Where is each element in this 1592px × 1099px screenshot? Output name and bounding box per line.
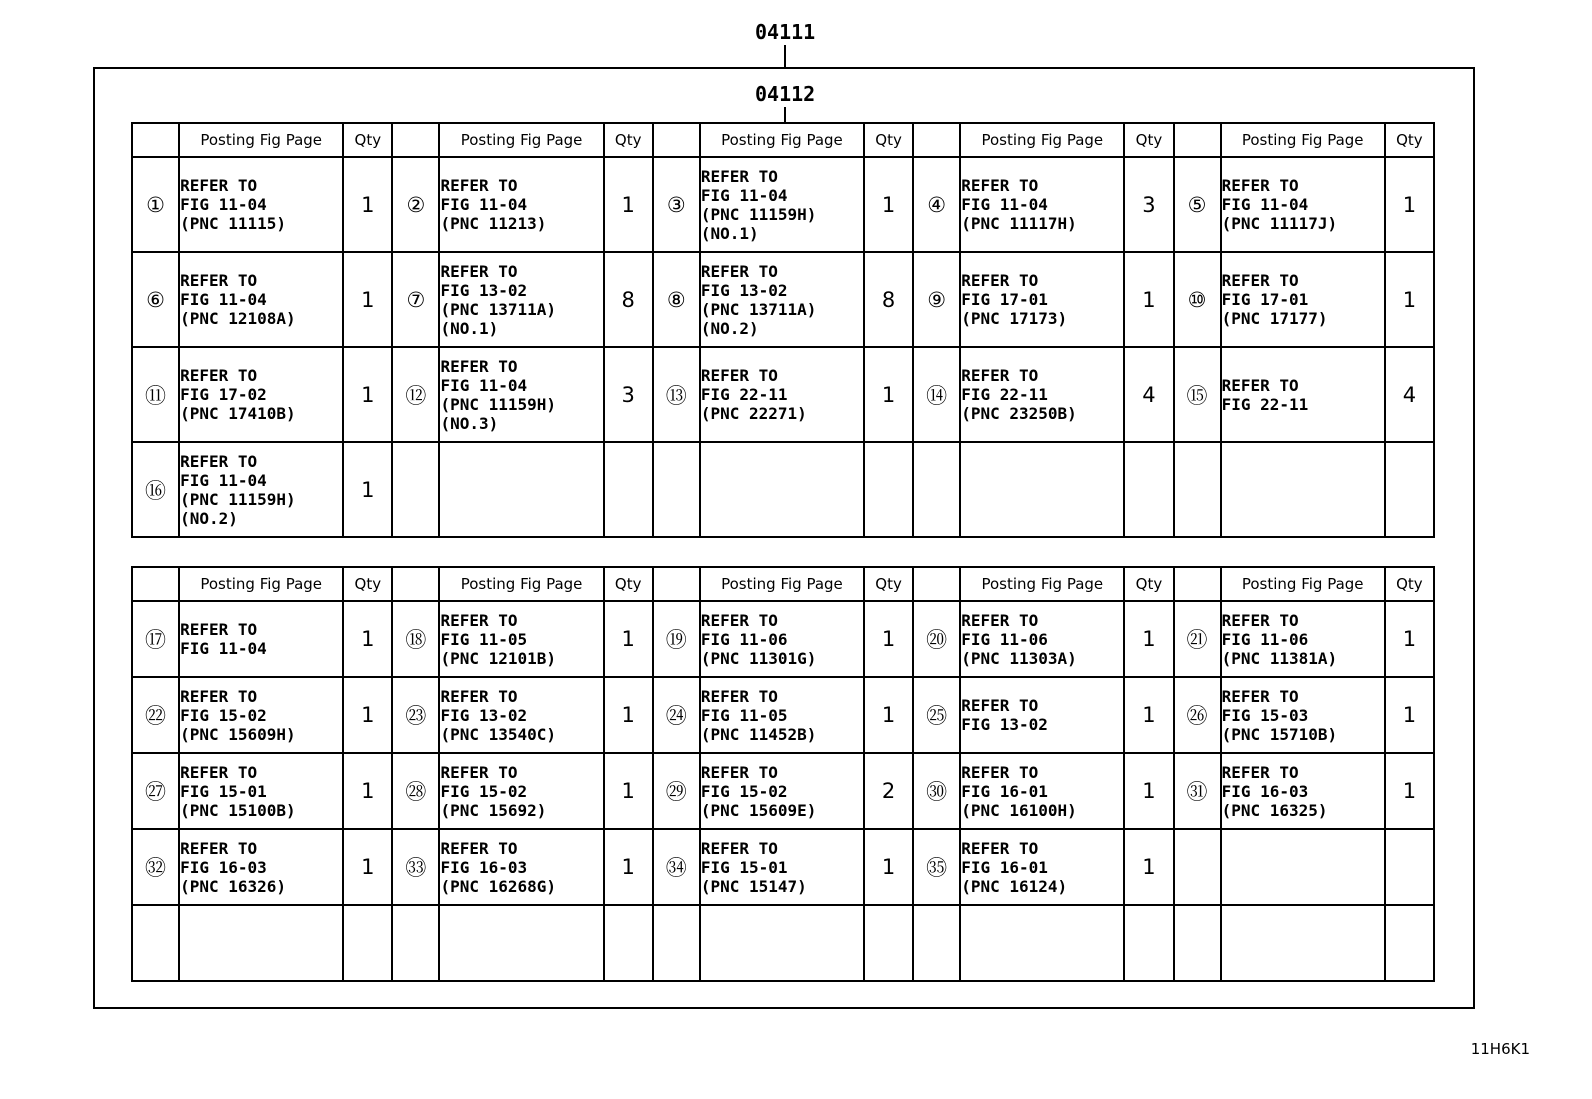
reference-cell: REFER TO FIG 22-11 (PNC 23250B)	[960, 347, 1124, 442]
header-blank	[392, 567, 439, 601]
reference-cell	[960, 905, 1124, 981]
reference-cell: REFER TO FIG 13-02	[960, 677, 1124, 753]
quantity-cell	[1385, 442, 1434, 537]
table-row	[132, 347, 1434, 442]
reference-cell: REFER TO FIG 11-04 (PNC 12108A)	[179, 252, 343, 347]
assembly-code-inner: 04112	[755, 82, 816, 106]
reference-cell	[960, 442, 1124, 537]
reference-cell: REFER TO FIG 15-01 (PNC 15100B)	[179, 753, 343, 829]
reference-cell: REFER TO FIG 11-04 (PNC 11159H) (NO.2)	[179, 442, 343, 537]
table-row	[132, 157, 1434, 252]
reference-cell: REFER TO FIG 15-01 (PNC 15147)	[700, 829, 864, 905]
item-number: ㉘	[392, 753, 439, 829]
quantity-cell	[864, 905, 913, 981]
quantity-cell: 1	[604, 753, 653, 829]
quantity-cell: 1	[864, 677, 913, 753]
header-qty: Qty	[343, 567, 392, 601]
reference-cell: REFER TO FIG 11-05 (PNC 11452B)	[700, 677, 864, 753]
item-number: ㉖	[1174, 677, 1221, 753]
reference-cell: REFER TO FIG 11-04 (PNC 11213)	[439, 157, 603, 252]
reference-cell: REFER TO FIG 11-06 (PNC 11303A)	[960, 601, 1124, 677]
quantity-cell	[1385, 905, 1434, 981]
reference-cell: REFER TO FIG 16-03 (PNC 16325)	[1221, 753, 1385, 829]
item-number: ⑯	[132, 442, 179, 537]
item-number	[132, 905, 179, 981]
reference-cell: REFER TO FIG 11-04 (PNC 11117H)	[960, 157, 1124, 252]
reference-cell: REFER TO FIG 16-01 (PNC 16124)	[960, 829, 1124, 905]
reference-cell: REFER TO FIG 13-02 (PNC 13540C)	[439, 677, 603, 753]
header-posting-fig-page: Posting Fig Page	[1221, 567, 1385, 601]
header-qty: Qty	[604, 567, 653, 601]
reference-cell: REFER TO FIG 17-01 (PNC 17173)	[960, 252, 1124, 347]
reference-cell: REFER TO FIG 15-02 (PNC 15609E)	[700, 753, 864, 829]
reference-cell: REFER TO FIG 11-04 (PNC 11115)	[179, 157, 343, 252]
reference-cell	[439, 442, 603, 537]
illustration-code: 11H6K1	[1470, 1040, 1530, 1058]
reference-cell	[1221, 442, 1385, 537]
quantity-cell: 1	[343, 252, 392, 347]
reference-cell: REFER TO FIG 16-03 (PNC 16268G)	[439, 829, 603, 905]
item-number: ㉒	[132, 677, 179, 753]
table-row	[132, 753, 1434, 829]
quantity-cell: 8	[864, 252, 913, 347]
item-number	[1174, 442, 1221, 537]
quantity-cell: 8	[604, 252, 653, 347]
quantity-cell: 1	[604, 829, 653, 905]
reference-cell	[700, 442, 864, 537]
item-number: ②	[392, 157, 439, 252]
quantity-cell	[604, 442, 653, 537]
table-row	[132, 442, 1434, 537]
header-qty: Qty	[1124, 123, 1173, 157]
reference-cell: REFER TO FIG 16-03 (PNC 16326)	[179, 829, 343, 905]
item-number	[653, 442, 700, 537]
item-number: ㉕	[913, 677, 960, 753]
quantity-cell: 4	[1124, 347, 1173, 442]
reference-cell: REFER TO FIG 17-01 (PNC 17177)	[1221, 252, 1385, 347]
table-row	[132, 677, 1434, 753]
header-qty: Qty	[343, 123, 392, 157]
quantity-cell: 1	[1385, 252, 1434, 347]
quantity-cell: 1	[343, 753, 392, 829]
header-blank	[392, 123, 439, 157]
item-number: ⑰	[132, 601, 179, 677]
quantity-cell: 1	[343, 157, 392, 252]
table-row	[132, 905, 1434, 981]
item-number	[1174, 829, 1221, 905]
item-number: ㉝	[392, 829, 439, 905]
header-posting-fig-page: Posting Fig Page	[439, 123, 603, 157]
header-posting-fig-page: Posting Fig Page	[179, 123, 343, 157]
item-number: ⑱	[392, 601, 439, 677]
header-qty: Qty	[864, 567, 913, 601]
reference-cell: REFER TO FIG 15-03 (PNC 15710B)	[1221, 677, 1385, 753]
quantity-cell: 1	[343, 442, 392, 537]
reference-cell: REFER TO FIG 11-06 (PNC 11301G)	[700, 601, 864, 677]
quantity-cell: 1	[864, 157, 913, 252]
item-number: ㉛	[1174, 753, 1221, 829]
item-number: ㉑	[1174, 601, 1221, 677]
item-number: ㉗	[132, 753, 179, 829]
item-number: ㉟	[913, 829, 960, 905]
reference-cell: REFER TO FIG 13-02 (PNC 13711A) (NO.1)	[439, 252, 603, 347]
item-number: ⑤	[1174, 157, 1221, 252]
quantity-cell: 1	[864, 829, 913, 905]
reference-cell: REFER TO FIG 11-04	[179, 601, 343, 677]
item-number: ⑬	[653, 347, 700, 442]
quantity-cell: 1	[604, 601, 653, 677]
quantity-cell: 1	[1385, 753, 1434, 829]
header-row	[132, 567, 1434, 601]
header-blank	[1174, 123, 1221, 157]
leader-line-outer	[784, 45, 786, 67]
quantity-cell: 1	[343, 601, 392, 677]
quantity-cell: 1	[1124, 677, 1173, 753]
reference-cell: REFER TO FIG 11-04 (PNC 11117J)	[1221, 157, 1385, 252]
item-number: ⑨	[913, 252, 960, 347]
header-posting-fig-page: Posting Fig Page	[700, 123, 864, 157]
reference-cell: REFER TO FIG 22-11 (PNC 22271)	[700, 347, 864, 442]
table-row	[132, 601, 1434, 677]
assembly-code-outer: 04111	[755, 20, 816, 44]
reference-cell	[700, 905, 864, 981]
item-number	[913, 442, 960, 537]
quantity-cell: 1	[1124, 829, 1173, 905]
reference-cell: REFER TO FIG 11-06 (PNC 11381A)	[1221, 601, 1385, 677]
header-blank	[653, 567, 700, 601]
item-number: ⑭	[913, 347, 960, 442]
item-number: ⑮	[1174, 347, 1221, 442]
header-blank	[913, 123, 960, 157]
quantity-cell: 1	[1385, 677, 1434, 753]
reference-cell: REFER TO FIG 22-11	[1221, 347, 1385, 442]
item-number	[1174, 905, 1221, 981]
header-posting-fig-page: Posting Fig Page	[700, 567, 864, 601]
quantity-cell	[343, 905, 392, 981]
quantity-cell: 4	[1385, 347, 1434, 442]
header-posting-fig-page: Posting Fig Page	[960, 567, 1124, 601]
header-qty: Qty	[1124, 567, 1173, 601]
quantity-cell	[864, 442, 913, 537]
quantity-cell: 1	[343, 677, 392, 753]
quantity-cell: 3	[1124, 157, 1173, 252]
reference-cell	[179, 905, 343, 981]
quantity-cell: 1	[343, 347, 392, 442]
item-number: ⑦	[392, 252, 439, 347]
reference-cell: REFER TO FIG 15-02 (PNC 15609H)	[179, 677, 343, 753]
header-posting-fig-page: Posting Fig Page	[439, 567, 603, 601]
item-number	[653, 905, 700, 981]
quantity-cell: 3	[604, 347, 653, 442]
header-row	[132, 123, 1434, 157]
item-number: ⑥	[132, 252, 179, 347]
quantity-cell	[1124, 442, 1173, 537]
quantity-cell: 1	[604, 157, 653, 252]
item-number: ㉓	[392, 677, 439, 753]
reference-cell: REFER TO FIG 13-02 (PNC 13711A) (NO.2)	[700, 252, 864, 347]
item-number	[913, 905, 960, 981]
header-blank	[132, 123, 179, 157]
header-qty: Qty	[1385, 123, 1434, 157]
quantity-cell: 1	[343, 829, 392, 905]
quantity-cell: 1	[864, 601, 913, 677]
item-number: ③	[653, 157, 700, 252]
item-number: ㉞	[653, 829, 700, 905]
item-number: ①	[132, 157, 179, 252]
reference-cell: REFER TO FIG 17-02 (PNC 17410B)	[179, 347, 343, 442]
reference-cell: REFER TO FIG 11-04 (PNC 11159H) (NO.1)	[700, 157, 864, 252]
reference-cell	[1221, 905, 1385, 981]
item-number: ㉙	[653, 753, 700, 829]
item-number: ⑲	[653, 601, 700, 677]
header-posting-fig-page: Posting Fig Page	[960, 123, 1124, 157]
quantity-cell: 1	[1124, 252, 1173, 347]
item-number: ④	[913, 157, 960, 252]
item-number: ⑪	[132, 347, 179, 442]
quantity-cell: 1	[1124, 753, 1173, 829]
header-qty: Qty	[604, 123, 653, 157]
header-qty: Qty	[1385, 567, 1434, 601]
reference-cell: REFER TO FIG 15-02 (PNC 15692)	[439, 753, 603, 829]
item-number	[392, 905, 439, 981]
reference-cell	[1221, 829, 1385, 905]
reference-cell: REFER TO FIG 11-04 (PNC 11159H) (NO.3)	[439, 347, 603, 442]
item-number: ⑳	[913, 601, 960, 677]
item-number: ㉚	[913, 753, 960, 829]
quantity-cell: 1	[1124, 601, 1173, 677]
quantity-cell	[1124, 905, 1173, 981]
quantity-cell: 1	[604, 677, 653, 753]
parts-table-lower	[131, 566, 1435, 982]
header-posting-fig-page: Posting Fig Page	[1221, 123, 1385, 157]
header-qty: Qty	[864, 123, 913, 157]
item-number: ⑫	[392, 347, 439, 442]
reference-cell: REFER TO FIG 11-05 (PNC 12101B)	[439, 601, 603, 677]
quantity-cell: 2	[864, 753, 913, 829]
quantity-cell: 1	[1385, 157, 1434, 252]
header-blank	[653, 123, 700, 157]
reference-cell: REFER TO FIG 16-01 (PNC 16100H)	[960, 753, 1124, 829]
item-number: ㉜	[132, 829, 179, 905]
quantity-cell	[1385, 829, 1434, 905]
item-number	[392, 442, 439, 537]
reference-cell	[439, 905, 603, 981]
table-row	[132, 252, 1434, 347]
parts-table-upper	[131, 122, 1435, 538]
header-blank	[913, 567, 960, 601]
header-posting-fig-page: Posting Fig Page	[179, 567, 343, 601]
quantity-cell: 1	[864, 347, 913, 442]
header-blank	[1174, 567, 1221, 601]
header-blank	[132, 567, 179, 601]
item-number: ⑩	[1174, 252, 1221, 347]
quantity-cell	[604, 905, 653, 981]
table-row	[132, 829, 1434, 905]
quantity-cell: 1	[1385, 601, 1434, 677]
item-number: ⑧	[653, 252, 700, 347]
item-number: ㉔	[653, 677, 700, 753]
